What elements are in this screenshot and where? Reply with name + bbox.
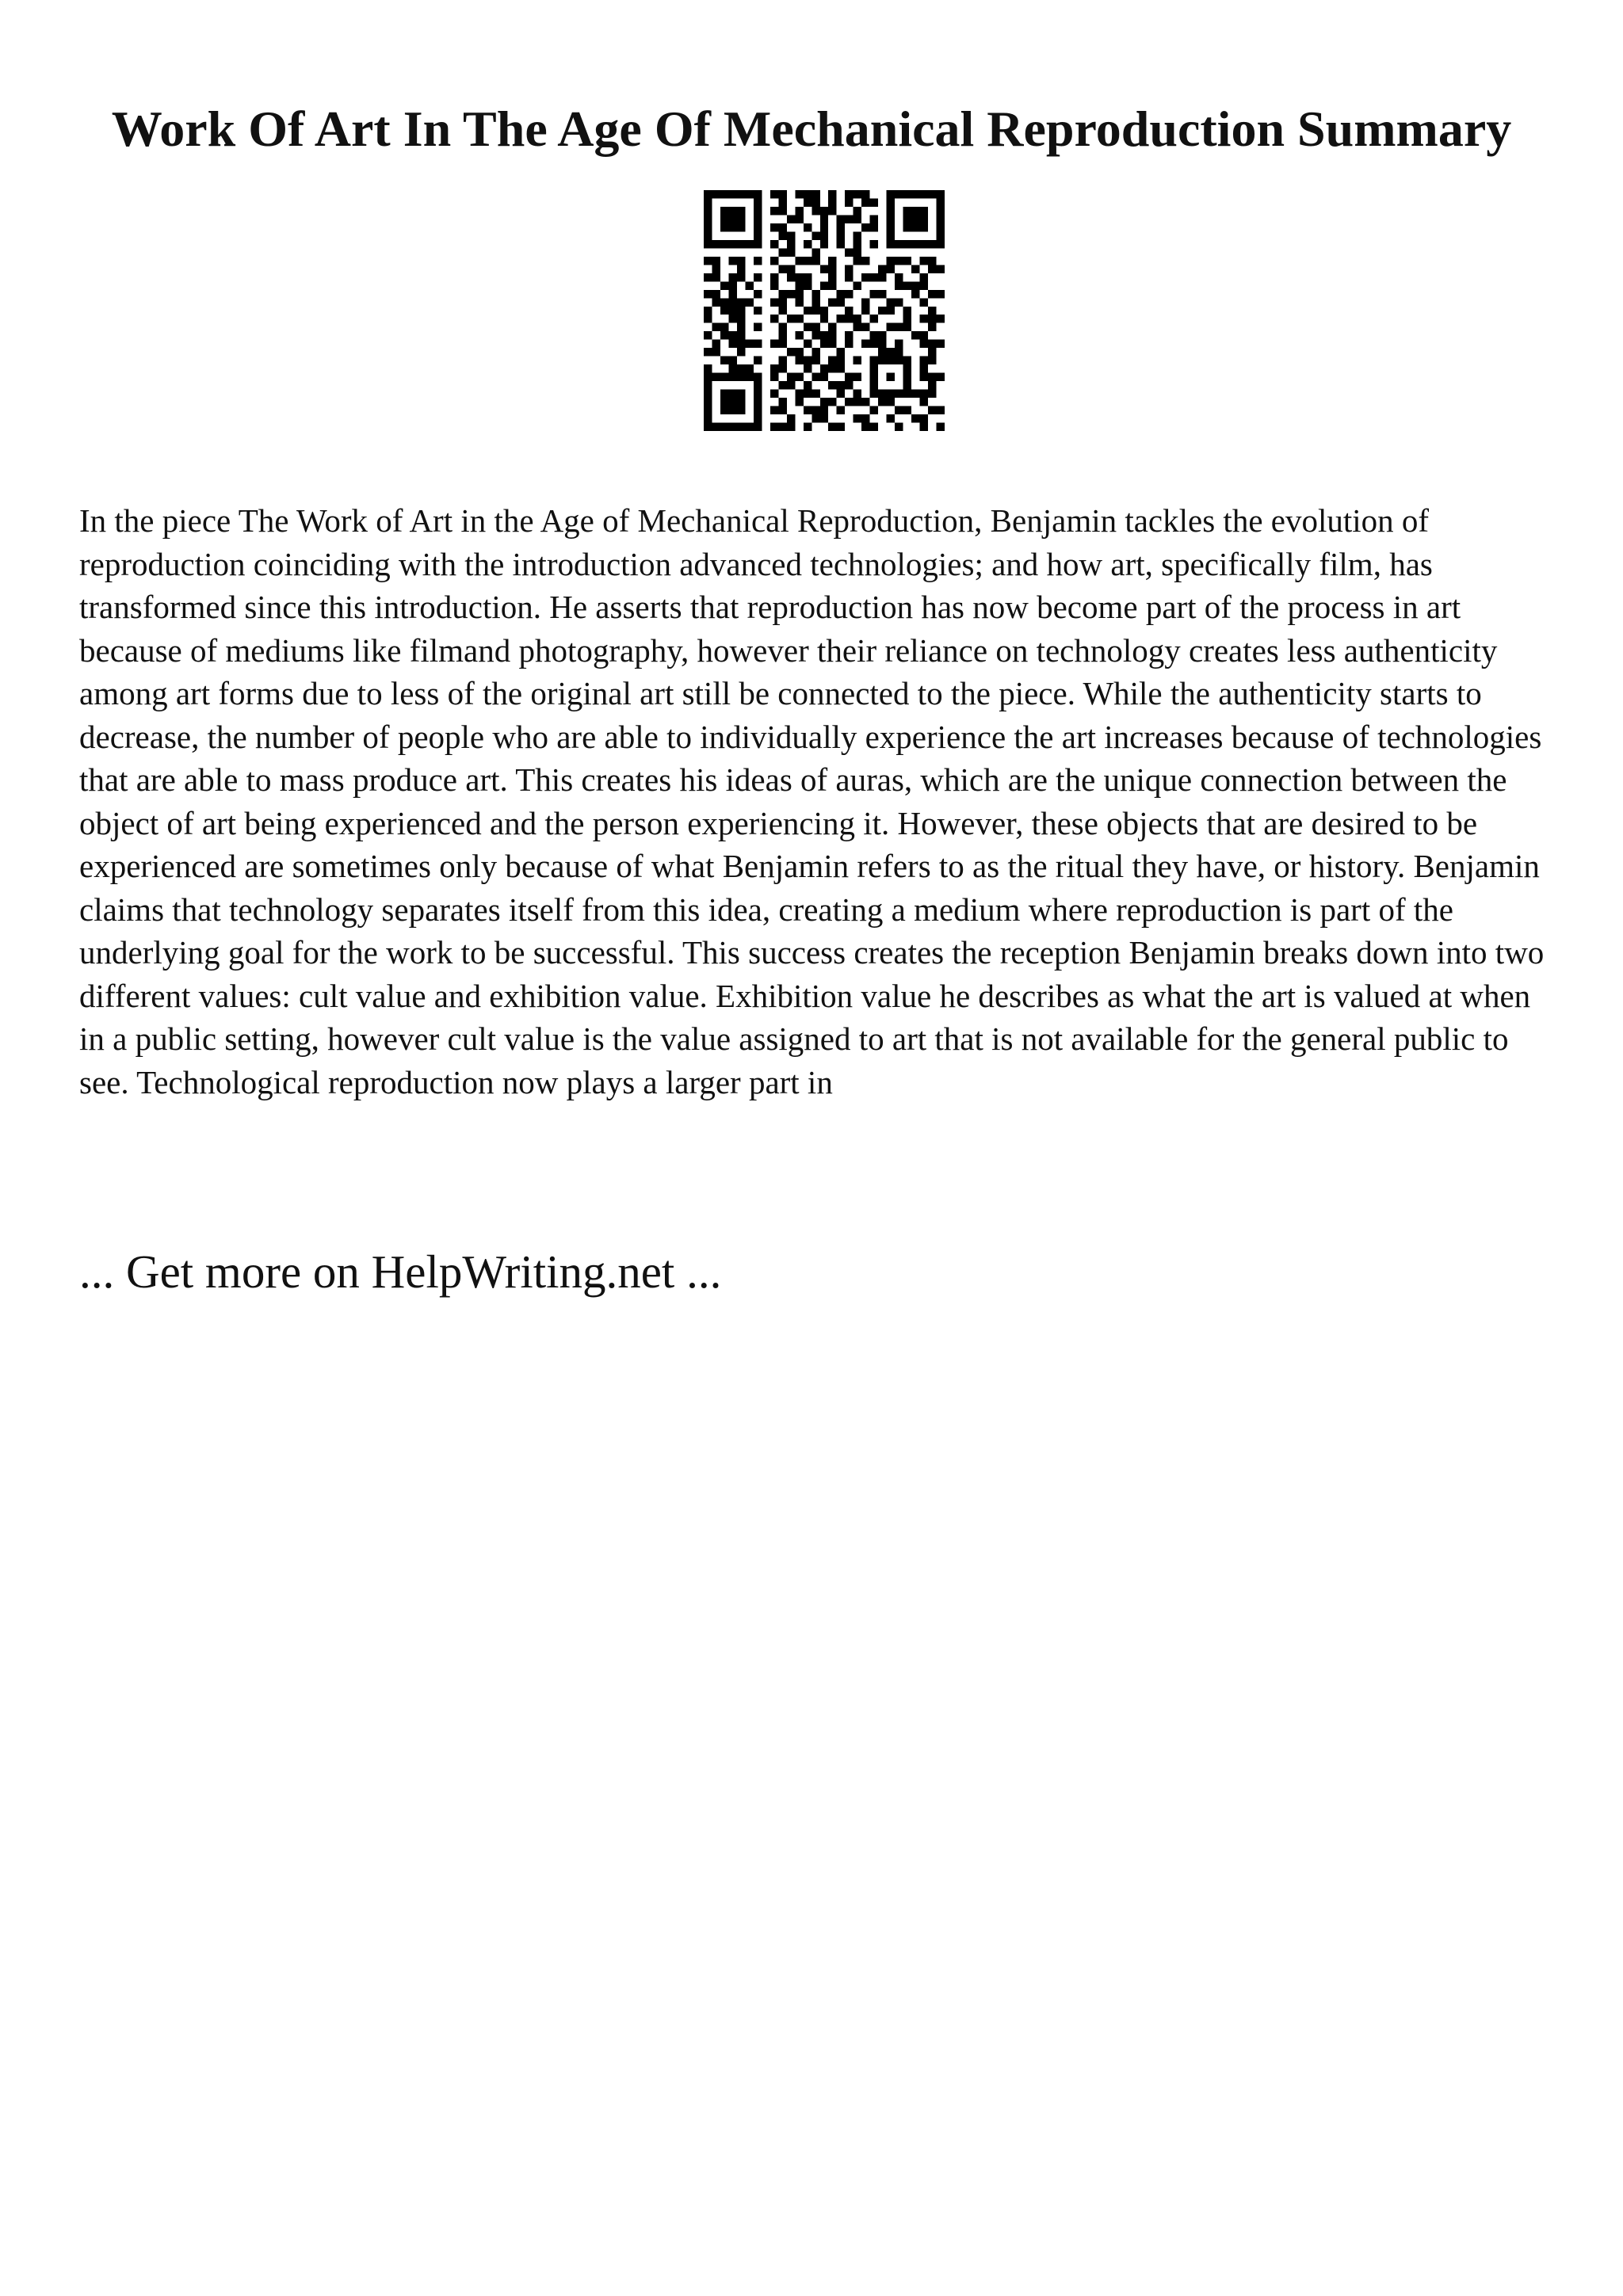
qr-code-icon[interactable] [704, 190, 945, 431]
get-more-link[interactable]: ... Get more on HelpWriting.net ... [79, 1245, 722, 1298]
document-title: Work Of Art In The Age Of Mechanical Reproduction Summary [111, 101, 1512, 157]
summary-paragraph: In the piece The Work of Art in the Age of Mechanical Reproduction, Benjamin tackles the evolution of reproduction coinciding with the introduction advanced technologies; and how art, specifically film, has transformed since this introduction. He asserts that reproduction has now become part of the process in art because of mediums like filmand photography, however their reliance on technology creates less authenticity among art forms due to less of the original art still be connected to the piece. While the authenticity starts to decrease, the number of people who are able to individually experience the art increases because of technologies that are able to mass produce art. This creates his ideas of auras, which are the unique connection between the object of art being experienced and the person experiencing it. However, these objects that are desired to be experienced are sometimes only because of what Benjamin refers to as the ritual they have, or history. Benjamin claims that technology separates itself from this idea, creating a medium where reproduction is part of the underlying goal for the work to be successful. This success creates the reception Benjamin breaks down into two different values: cult value and exhibition value. Exhibition value he describes as what the art is valued at when in a public setting, however cult value is the value assigned to art that is not available for the general public to see. Technological reproduction now plays a larger part in [79, 502, 1545, 1100]
